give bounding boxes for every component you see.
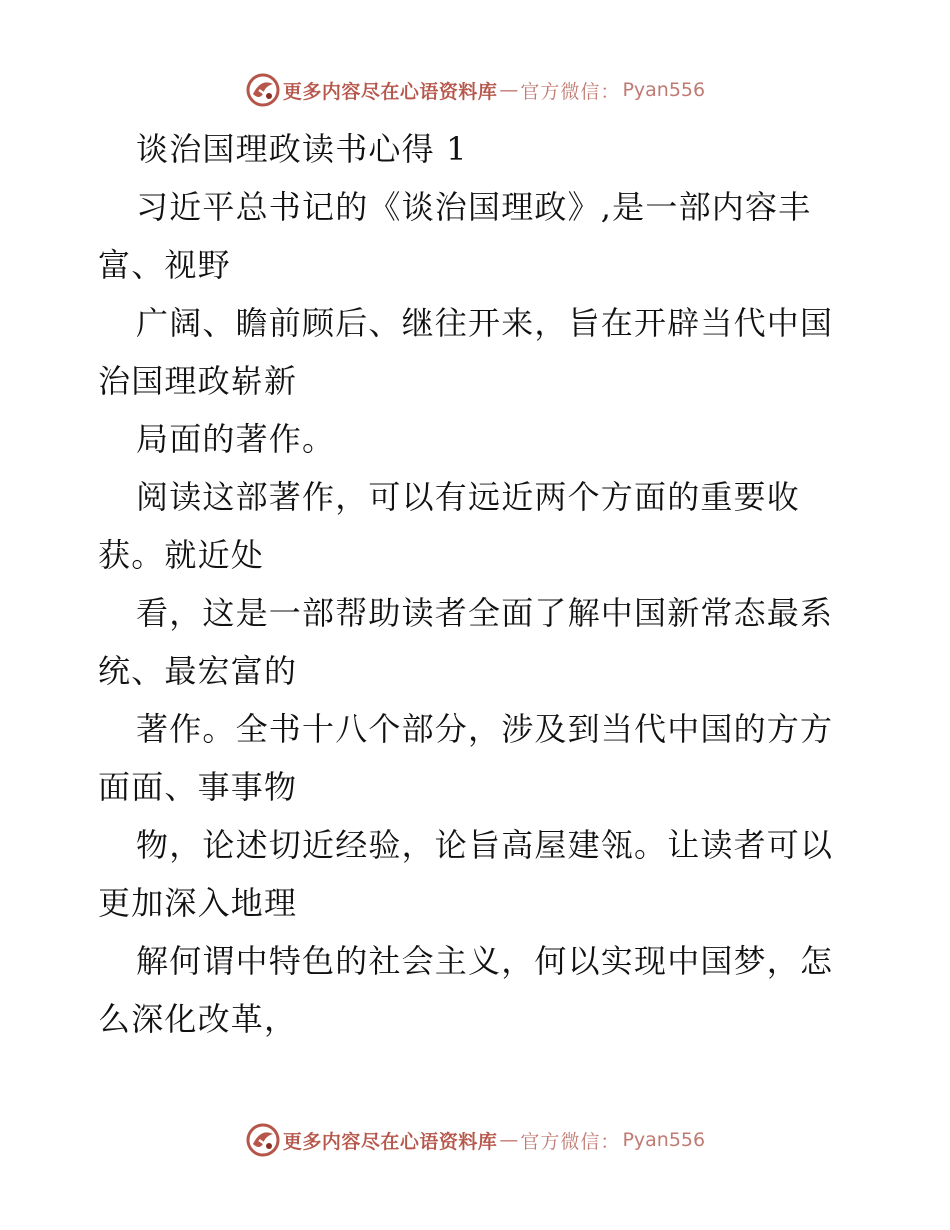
text-line: 物，论述切近经验，论旨高屋建瓴。让读者可以: [136, 826, 834, 864]
banner-dash: —: [499, 1129, 519, 1151]
document-body: [98, 120, 858, 1048]
text-line: 统、最宏富的: [98, 652, 298, 690]
text-line: 富、视野: [98, 246, 231, 284]
text-line: 阅读这部著作，可以有远近两个方面的重要收: [136, 478, 801, 516]
text-line: 著作。全书十八个部分，涉及到当代中国的方方: [136, 710, 834, 748]
banner-wechat-id: Pyan556: [622, 1129, 706, 1151]
text-line: 习近平总书记的《谈治国理政》,是一部内容丰: [136, 188, 812, 226]
text-line: 治国理政崭新: [98, 362, 298, 400]
text-line: 看，这是一部帮助读者全面了解中国新常态最系: [136, 594, 834, 632]
footer-banner: [0, 1120, 950, 1160]
text-line: 更加深入地理: [98, 884, 298, 922]
text-line: 获。就近处: [98, 536, 265, 574]
text-line: 解何谓中特色的社会主义，何以实现中国梦，怎: [136, 942, 834, 980]
banner-wechat-id: Pyan556: [622, 79, 706, 101]
banner-wechat-label: 官方微信：: [520, 80, 621, 103]
banner-wechat-label: 官方微信：: [520, 1130, 621, 1153]
text-line: 广阔、瞻前顾后、继往开来，旨在开辟当代中国: [136, 304, 834, 342]
banner-dash: —: [499, 79, 519, 101]
text-line: 么深化改革，: [98, 1000, 298, 1038]
red-swirl-logo-icon: [245, 72, 281, 108]
red-swirl-logo-icon: [245, 1122, 281, 1158]
header-banner: [0, 70, 950, 110]
document-title: 谈治国理政读书心得 1: [136, 130, 468, 168]
banner-main-text: 更多内容尽在心语资料库: [282, 80, 498, 103]
banner-main-text: 更多内容尽在心语资料库: [282, 1130, 498, 1153]
text-line: 局面的著作。: [136, 420, 336, 458]
text-line: 面面、事事物: [98, 768, 298, 806]
